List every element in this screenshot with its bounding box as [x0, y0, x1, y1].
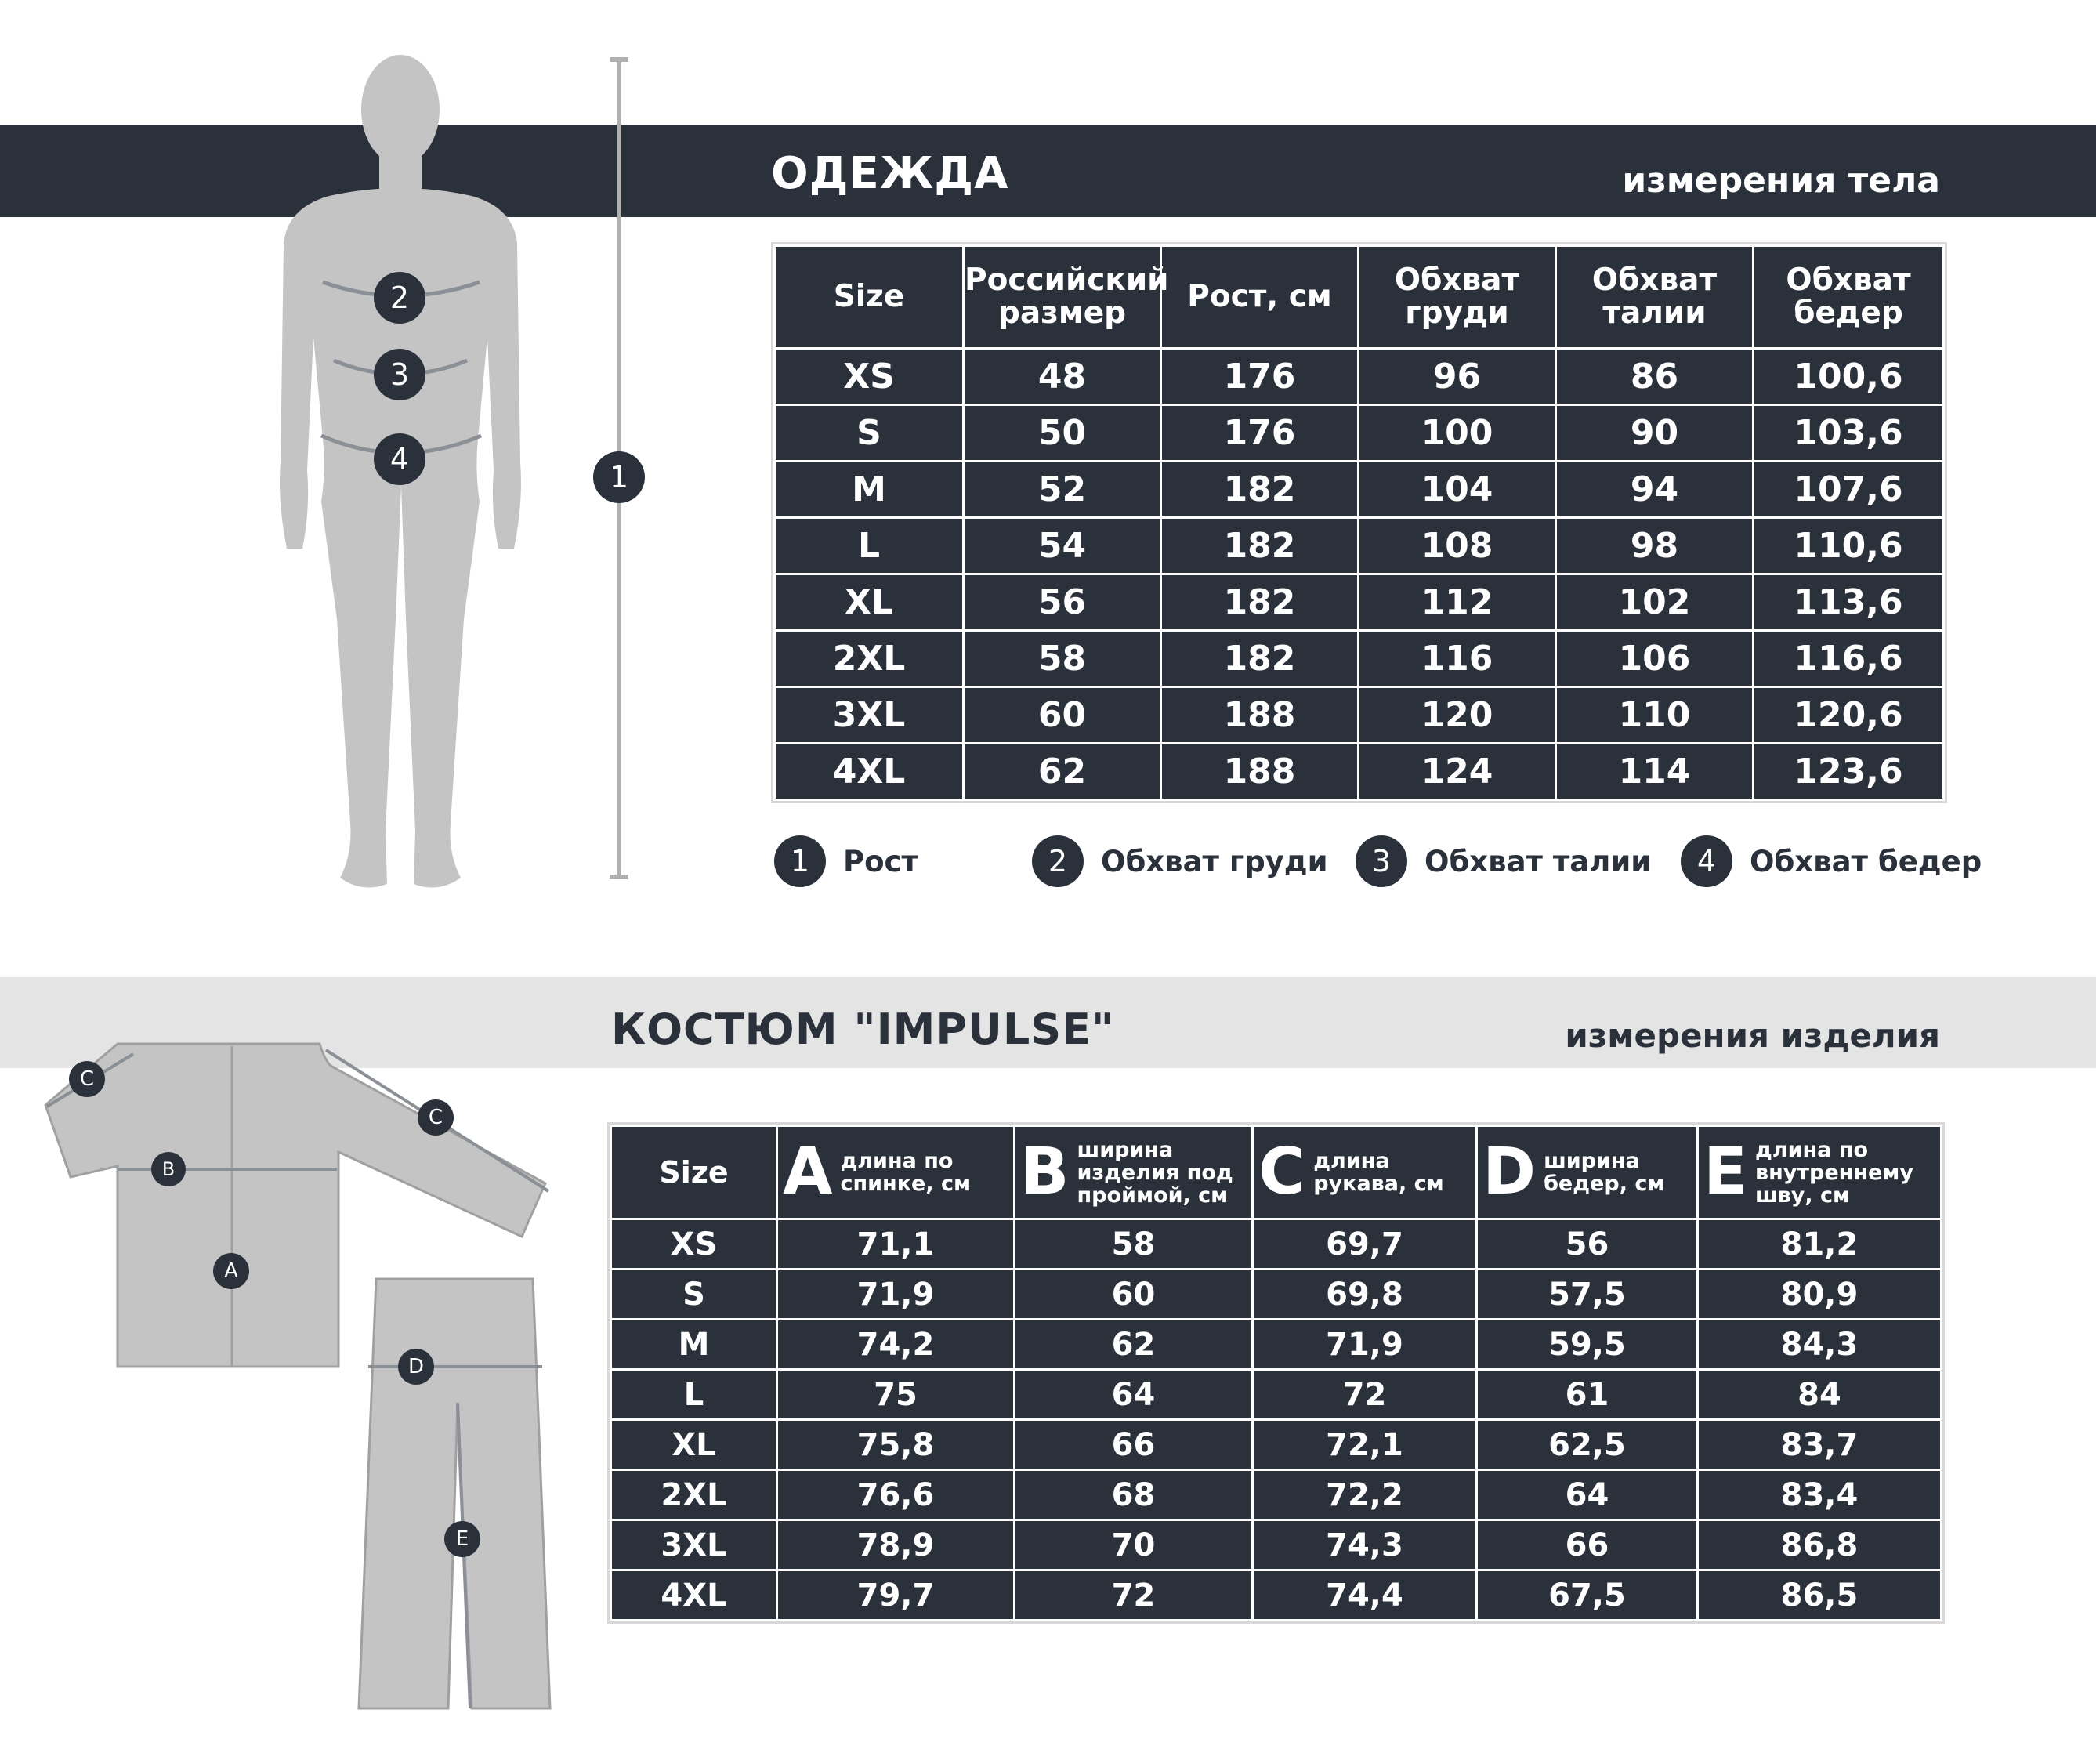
- table-cell: 100,6: [1754, 349, 1944, 405]
- table-cell: 116: [1359, 631, 1556, 687]
- table-cell: 64: [1477, 1470, 1698, 1520]
- table-cell: 72,1: [1253, 1420, 1477, 1470]
- table-row: [611, 1370, 1942, 1420]
- table-cell: 80,9: [1698, 1270, 1942, 1320]
- header-text: ширина бедер, см: [1544, 1149, 1665, 1196]
- table-cell: 57,5: [1477, 1270, 1698, 1320]
- table-cell: 71,9: [1253, 1320, 1477, 1370]
- header-cell: Size: [775, 246, 964, 349]
- table-cell: 58: [964, 631, 1161, 687]
- table-cell: 71,1: [777, 1219, 1015, 1270]
- table-cell: 66: [1477, 1520, 1698, 1570]
- table-cell: 108: [1359, 518, 1556, 574]
- table-cell: M: [775, 462, 964, 518]
- table-cell: 102: [1556, 574, 1754, 631]
- legend-label: Рост: [843, 844, 918, 878]
- table-cell: 2XL: [775, 631, 964, 687]
- legend-number: 1: [774, 835, 826, 887]
- table-cell: 103,6: [1754, 405, 1944, 462]
- table-cell: 2XL: [611, 1470, 777, 1520]
- table-cell: 182: [1161, 518, 1359, 574]
- table-cell: 72: [1253, 1370, 1477, 1420]
- table-cell: 64: [1015, 1370, 1253, 1420]
- header-letter: A: [783, 1135, 833, 1209]
- header-letter: C: [1258, 1135, 1306, 1209]
- table-row: [775, 349, 1944, 405]
- header-cell: [1253, 1126, 1477, 1219]
- table-cell: 94: [1556, 462, 1754, 518]
- table-cell: 120,6: [1754, 687, 1944, 744]
- marker-3: 3: [374, 349, 425, 400]
- table-cell: XL: [611, 1420, 777, 1470]
- garment-size-table: [610, 1125, 1942, 1621]
- table-cell: 114: [1556, 744, 1754, 800]
- table-cell: 100: [1359, 405, 1556, 462]
- header-letter: E: [1703, 1135, 1748, 1209]
- section-subtitle-body: измерения тела: [1622, 161, 1940, 201]
- table-cell: 75: [777, 1370, 1015, 1420]
- section-subtitle-garment: измерения изделия: [1565, 1016, 1940, 1055]
- table-row: [611, 1320, 1942, 1370]
- table-cell: 83,4: [1698, 1470, 1942, 1520]
- header-cell: Российский размер: [964, 246, 1161, 349]
- table-cell: 104: [1359, 462, 1556, 518]
- table-row: [775, 518, 1944, 574]
- table-cell: 84,3: [1698, 1320, 1942, 1370]
- table-cell: 98: [1556, 518, 1754, 574]
- legend-item-chest: [1032, 835, 1328, 887]
- table-cell: S: [775, 405, 964, 462]
- header-text: длина рукава, см: [1313, 1149, 1444, 1196]
- table-cell: 86,5: [1698, 1570, 1942, 1621]
- table-row: [775, 462, 1944, 518]
- table-cell: 68: [1015, 1470, 1253, 1520]
- table-cell: 182: [1161, 574, 1359, 631]
- table-cell: 86: [1556, 349, 1754, 405]
- marker-c-right: C: [418, 1099, 454, 1136]
- table-cell: 50: [964, 405, 1161, 462]
- header-text: длина по внутреннему шву, см: [1755, 1137, 1913, 1208]
- table-cell: 74,4: [1253, 1570, 1477, 1621]
- table-cell: 56: [1477, 1219, 1698, 1270]
- table-cell: 96: [1359, 349, 1556, 405]
- table-cell: 60: [964, 687, 1161, 744]
- table-cell: 74,2: [777, 1320, 1015, 1370]
- table-cell: 78,9: [777, 1520, 1015, 1570]
- table-cell: 188: [1161, 687, 1359, 744]
- table-cell: 70: [1015, 1520, 1253, 1570]
- table-cell: 74,3: [1253, 1520, 1477, 1570]
- table-cell: 4XL: [775, 744, 964, 800]
- table-cell: S: [611, 1270, 777, 1320]
- body-size-table: [773, 244, 1945, 801]
- marker-b: B: [151, 1152, 186, 1186]
- table-cell: 62: [1015, 1320, 1253, 1370]
- table-row: [611, 1470, 1942, 1520]
- table-cell: 75,8: [777, 1420, 1015, 1470]
- table-cell: 81,2: [1698, 1219, 1942, 1270]
- header-text: длина по спинке, см: [840, 1149, 972, 1196]
- table-cell: 54: [964, 518, 1161, 574]
- table-cell: 120: [1359, 687, 1556, 744]
- header-cell: [1698, 1126, 1942, 1219]
- table-cell: 86,8: [1698, 1520, 1942, 1570]
- table-cell: L: [611, 1370, 777, 1420]
- header-cell-size: Size: [611, 1126, 777, 1219]
- section-title-body: ОДЕЖДА: [771, 148, 1009, 199]
- table-row: [775, 405, 1944, 462]
- header-cell: Обхват бедер: [1754, 246, 1944, 349]
- table-cell: 61: [1477, 1370, 1698, 1420]
- table-cell: 52: [964, 462, 1161, 518]
- table-cell: 84: [1698, 1370, 1942, 1420]
- table-cell: XS: [611, 1219, 777, 1270]
- table-cell: 116,6: [1754, 631, 1944, 687]
- marker-4: 4: [374, 433, 425, 485]
- table-cell: 3XL: [775, 687, 964, 744]
- section-title-garment: КОСТЮМ "IMPULSE": [611, 1005, 1115, 1054]
- table-cell: 69,7: [1253, 1219, 1477, 1270]
- legend-item-hips: [1681, 835, 1982, 887]
- header-cell: [1477, 1126, 1698, 1219]
- table-cell: 59,5: [1477, 1320, 1698, 1370]
- table-cell: 67,5: [1477, 1570, 1698, 1621]
- legend-label: Обхват груди: [1101, 844, 1328, 878]
- table-row: [775, 744, 1944, 800]
- pants-icon: [359, 1279, 550, 1708]
- table-row: [775, 574, 1944, 631]
- table-cell: 110: [1556, 687, 1754, 744]
- table-row: [611, 1420, 1942, 1470]
- table-cell: 62,5: [1477, 1420, 1698, 1470]
- table-row: [775, 687, 1944, 744]
- table-row: [611, 1520, 1942, 1570]
- marker-a: A: [213, 1253, 249, 1289]
- marker-1: 1: [593, 451, 645, 503]
- table-cell: 69,8: [1253, 1270, 1477, 1320]
- table-row: [611, 1570, 1942, 1621]
- legend-item-height: [774, 835, 918, 887]
- legend-label: Обхват талии: [1424, 844, 1652, 878]
- header-cell: Рост, см: [1161, 246, 1359, 349]
- table-cell: M: [611, 1320, 777, 1370]
- marker-2: 2: [374, 272, 425, 324]
- table-cell: 182: [1161, 631, 1359, 687]
- table-cell: 176: [1161, 349, 1359, 405]
- legend-number: 3: [1356, 835, 1407, 887]
- table-row: [611, 1219, 1942, 1270]
- table-cell: 90: [1556, 405, 1754, 462]
- table-cell: 107,6: [1754, 462, 1944, 518]
- table-cell: 71,9: [777, 1270, 1015, 1320]
- table-cell: 110,6: [1754, 518, 1944, 574]
- table-cell: 123,6: [1754, 744, 1944, 800]
- header-cell: [777, 1126, 1015, 1219]
- header-cell: Обхват груди: [1359, 246, 1556, 349]
- table-row: [775, 631, 1944, 687]
- table-cell: 56: [964, 574, 1161, 631]
- legend-number: 4: [1681, 835, 1732, 887]
- header-letter: D: [1482, 1135, 1537, 1209]
- table-cell: 62: [964, 744, 1161, 800]
- table-cell: 112: [1359, 574, 1556, 631]
- table-row: [611, 1270, 1942, 1320]
- table-cell: 60: [1015, 1270, 1253, 1320]
- table-cell: L: [775, 518, 964, 574]
- legend-label: Обхват бедер: [1750, 844, 1982, 878]
- table-cell: 176: [1161, 405, 1359, 462]
- table-cell: 4XL: [611, 1570, 777, 1621]
- header-cell: Обхват талии: [1556, 246, 1754, 349]
- marker-c-left: C: [69, 1061, 105, 1097]
- table-cell: 76,6: [777, 1470, 1015, 1520]
- table-cell: 188: [1161, 744, 1359, 800]
- table-cell: 83,7: [1698, 1420, 1942, 1470]
- table-cell: 72,2: [1253, 1470, 1477, 1520]
- table-cell: 48: [964, 349, 1161, 405]
- legend-item-waist: [1356, 835, 1651, 887]
- header-text: ширина изделия под проймой, см: [1077, 1137, 1233, 1208]
- table-cell: XS: [775, 349, 964, 405]
- header-cell: [1015, 1126, 1253, 1219]
- table-cell: XL: [775, 574, 964, 631]
- table-cell: 3XL: [611, 1520, 777, 1570]
- table-cell: 106: [1556, 631, 1754, 687]
- marker-d: D: [398, 1349, 434, 1385]
- table-cell: 66: [1015, 1420, 1253, 1470]
- table-cell: 124: [1359, 744, 1556, 800]
- header-letter: B: [1020, 1135, 1070, 1209]
- table-cell: 79,7: [777, 1570, 1015, 1621]
- marker-e: E: [444, 1521, 480, 1557]
- table-cell: 58: [1015, 1219, 1253, 1270]
- table-cell: 113,6: [1754, 574, 1944, 631]
- table-cell: 72: [1015, 1570, 1253, 1621]
- table-cell: 182: [1161, 462, 1359, 518]
- legend-number: 2: [1032, 835, 1084, 887]
